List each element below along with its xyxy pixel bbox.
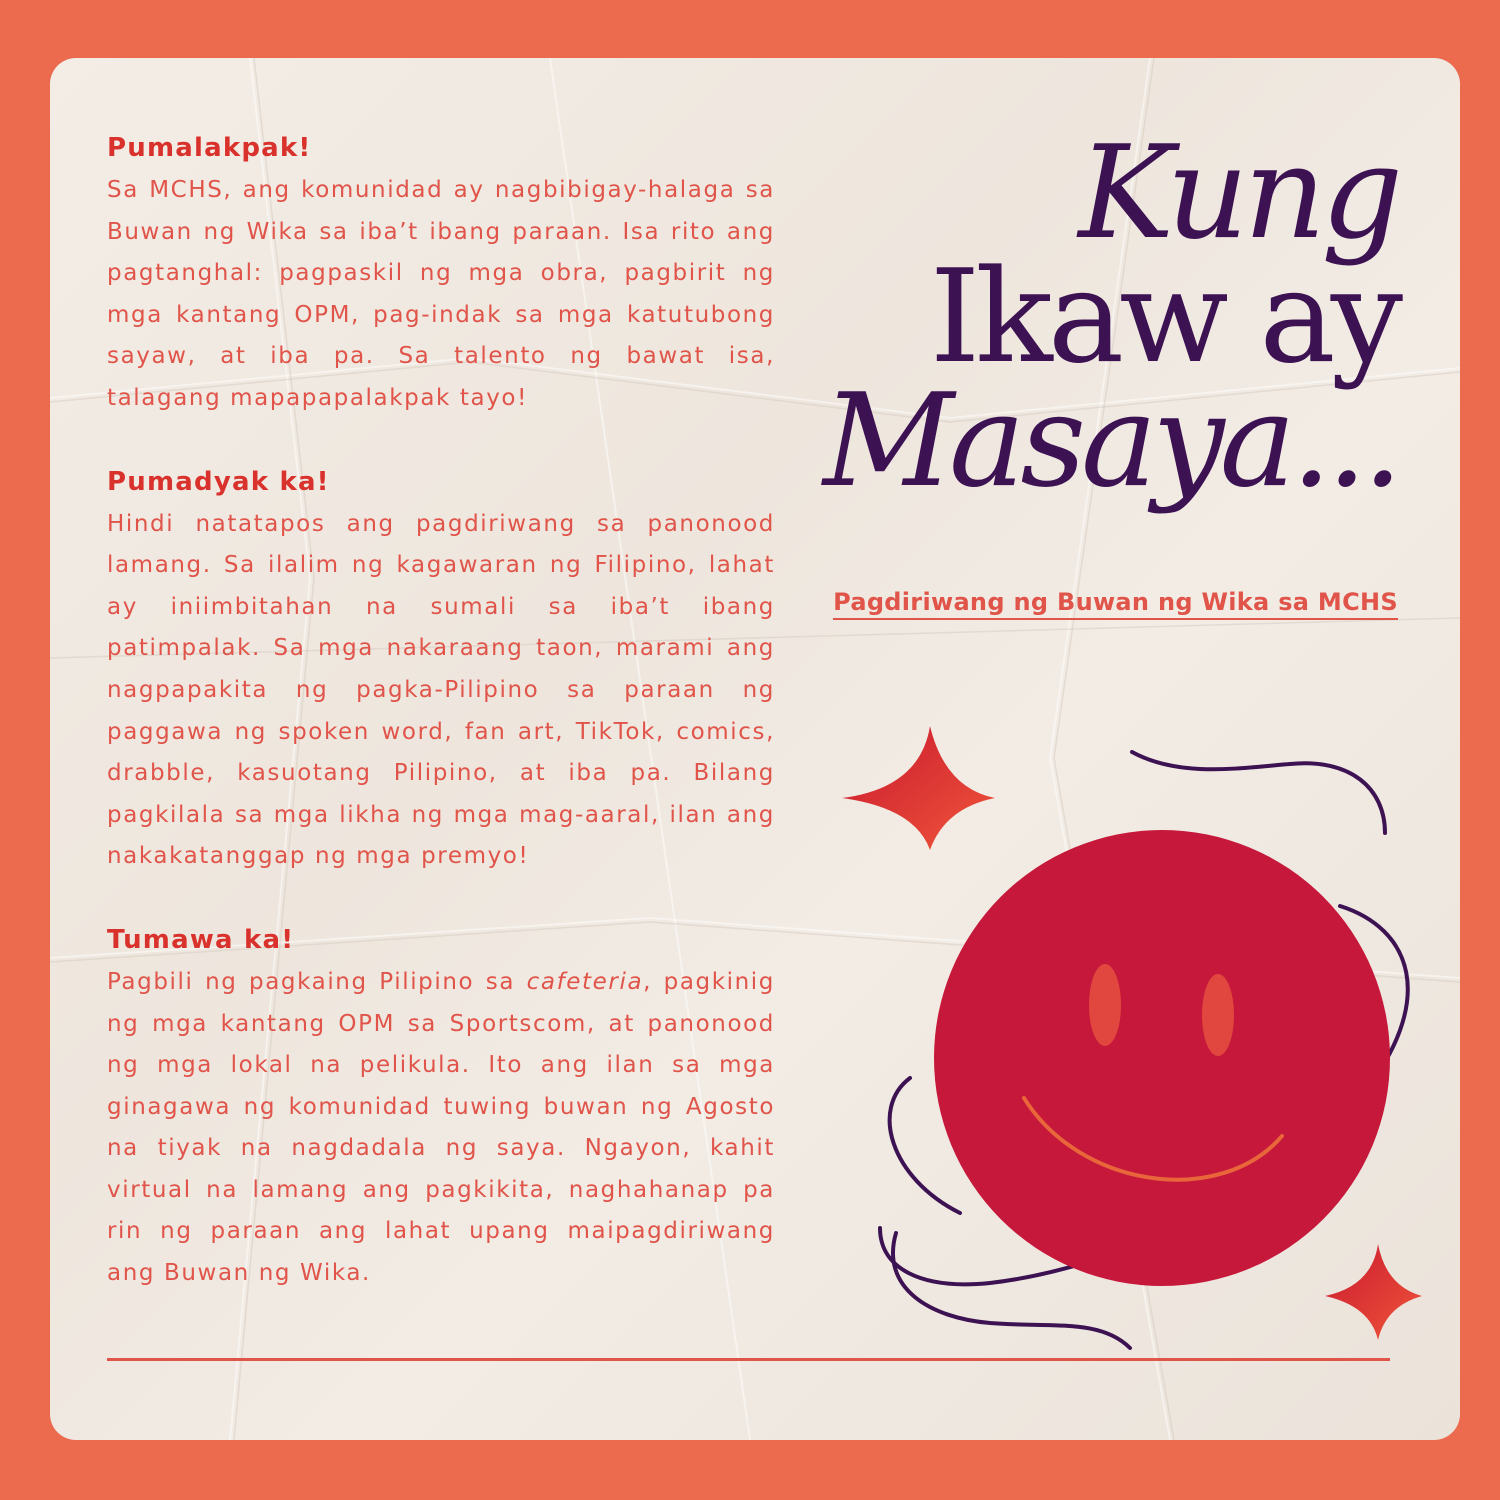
article-column xyxy=(107,128,775,1337)
section-heading: Pumalakpak! xyxy=(107,133,312,163)
smiley-illustration xyxy=(820,668,1460,1368)
body-text-italic: cafeteria xyxy=(526,968,644,995)
section-body: Sa MCHS, ang komunidad ay nagbibigay-halaga sa Buwan ng Wika sa iba’t ibang paraan. Isa rito ang pagtanghal: pagpaskil ng mga obra, pagbirit ng mga kantang OPM, pag-indak sa mga katutubong sayaw, at iba pa. Sa talento ng bawat isa, talagang mapapapalakpak tayo! xyxy=(107,177,775,411)
subtitle: Pagdiriwang ng Buwan ng Wika sa MCHS xyxy=(833,588,1398,620)
swirl-line-icon xyxy=(1132,752,1385,833)
page-title xyxy=(778,119,1398,516)
section-pumadyak xyxy=(107,462,775,878)
sparkle-icon xyxy=(842,726,995,850)
section-heading: Pumadyak ka! xyxy=(107,466,330,497)
section-heading: Tumawa ka! xyxy=(107,924,295,955)
section-tumawa xyxy=(107,920,775,1295)
bottom-divider xyxy=(107,1358,1390,1361)
section-body: Hindi natatapos ang pagdiriwang sa panonood lamang. Sa ilalim ng kagawaran ng Filipino, lahat ay iniimbitahan na sumali sa iba’t ibang patimpalak. Sa mga nakaraang taon, marami ang nagpapakita ng pagka-Pilipino sa paraan ng paggawa ng spoken word, fan art, TikTok, comics, drabble, kasuotang Pilipino, at iba pa. Bilang pagkilala sa mga likha ng mga mag-aaral, ilan ang nakakatanggap ng mga premyo! xyxy=(107,510,775,870)
section-pumalakpak xyxy=(107,128,775,420)
title-line-2: Ikaw ay xyxy=(929,243,1398,392)
title-line-3: Masaya... xyxy=(822,367,1398,516)
sparkle-icon xyxy=(1325,1244,1422,1340)
title-line-1: Kung xyxy=(1078,119,1398,268)
content-card xyxy=(50,58,1460,1440)
body-text-end: , pagkinig ng mga kantang OPM sa Sportscom, at panonood ng mga lokal na pelikula. Ito ang ilan sa mga ginagawa ng komunidad tuwing buwan ng Agosto na tiyak na nagdadala ng saya. Ngayon, kahit virtual na lamang ang pagkikita, naghahanap pa rin ng paraan ang lahat upang maipagdiriwang ang Buwan ng Wika. xyxy=(107,968,775,1287)
section-body xyxy=(107,962,775,1295)
body-text-start: Pagbili ng pagkaing Pilipino sa xyxy=(107,968,527,995)
smiley-face-icon xyxy=(934,830,1390,1286)
